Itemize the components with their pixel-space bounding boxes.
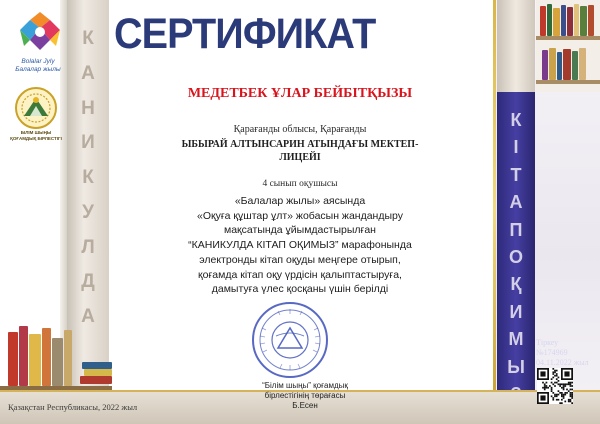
body-line: мақсатында ұйымдастырылған xyxy=(224,224,376,237)
certificate-title: СЕРТИФИКАТ xyxy=(114,10,376,58)
right-vertical-letter: Ы xyxy=(507,356,525,377)
left-vertical-letter: А xyxy=(81,306,95,327)
body-line: қоғамда кітап оқу үрдісін қалыптастыруға, xyxy=(198,268,402,281)
left-vertical-letter: К xyxy=(82,167,94,188)
bilim-shyny-caption xyxy=(6,130,66,142)
left-vertical-letter: Д xyxy=(81,271,95,293)
recipient-school xyxy=(160,138,440,164)
balalar-jyly-caption xyxy=(6,58,70,74)
right-band-top xyxy=(497,0,535,92)
registration-label: Тіркеу xyxy=(536,338,559,347)
body-line: “КАНИКУЛДА КІТАП ОҚИМЫЗ” марафонында xyxy=(188,239,412,252)
right-vertical-letter: Т xyxy=(510,164,522,185)
recipient-region: Қарағанды облысы, Қарағанды xyxy=(233,124,367,135)
certificate-body xyxy=(150,194,450,297)
balalar-jyly-logo xyxy=(18,10,62,60)
body-line: дамытуға үлес қосқаны үшін берілді xyxy=(211,283,389,296)
logo-caption-latin: Bolalar Jyly xyxy=(21,58,55,65)
right-vertical-letter: І xyxy=(513,137,519,158)
body-line: «Оқуға құштар ұлт» жобасын жандандыру xyxy=(197,209,403,222)
registration-number: №174969 xyxy=(536,348,568,357)
left-books-image xyxy=(0,312,112,392)
logo-caption-cyrillic: Балалар жылы xyxy=(15,66,61,73)
signer-position: бірлестігінің төрағасы xyxy=(264,391,346,400)
body-line: электронды кітап оқуды меңгере отырып, xyxy=(199,253,401,266)
signer-block xyxy=(220,381,390,411)
registration-block xyxy=(536,338,600,368)
recipient-grade: 4 сынып оқушысы xyxy=(262,179,338,189)
bilim-caption-line1: БІЛІМ ШЫҢЫ xyxy=(20,130,52,135)
right-vertical-letter: К xyxy=(510,110,522,130)
right-vertical-letter: М xyxy=(508,329,524,350)
school-line-2: ЛИЦЕЙІ xyxy=(279,152,321,163)
left-vertical-letter: У xyxy=(82,201,94,223)
right-vertical-letter: П xyxy=(509,219,523,240)
left-vertical-word xyxy=(67,28,109,328)
gold-divider-line xyxy=(493,0,496,424)
right-vertical-letter: И xyxy=(509,301,523,322)
bilim-shyny-logo xyxy=(14,86,58,130)
right-vertical-word xyxy=(497,110,535,405)
right-vertical-letter: А xyxy=(509,192,523,213)
body-line: «Балалар жылы» аясында xyxy=(234,195,366,207)
right-vertical-letter: Қ xyxy=(510,274,522,295)
signer-name: Б.Есен xyxy=(292,401,318,410)
left-vertical-letter: К xyxy=(82,28,94,49)
official-stamp xyxy=(250,300,330,380)
school-line-1: ЫБЫРАЙ АЛТЫНСАРИН АТЫНДАҒЫ МЕКТЕП- xyxy=(181,139,419,150)
left-vertical-letter: Н xyxy=(81,97,95,119)
signer-org: “Білім шыңы” қоғамдық xyxy=(262,381,348,390)
left-vertical-letter: А xyxy=(81,62,95,84)
registration-date: 04.11.2022 жыл xyxy=(536,358,589,367)
recipient-name: МЕДЕТБЕК ҰЛАР БЕЙБІТҚЫЗЫ xyxy=(187,86,413,101)
qr-code xyxy=(537,368,573,404)
left-vertical-letter: И xyxy=(81,132,95,154)
bilim-caption-line2: ҚОҒАМДЫҚ БІРЛЕСТІГІ xyxy=(10,136,62,141)
left-vertical-letter: Л xyxy=(81,236,95,258)
bookshelf-image xyxy=(536,0,600,92)
footer-text: Қазақстан Республикасы, 2022 жыл xyxy=(8,402,138,412)
right-vertical-letter: О xyxy=(508,246,523,267)
